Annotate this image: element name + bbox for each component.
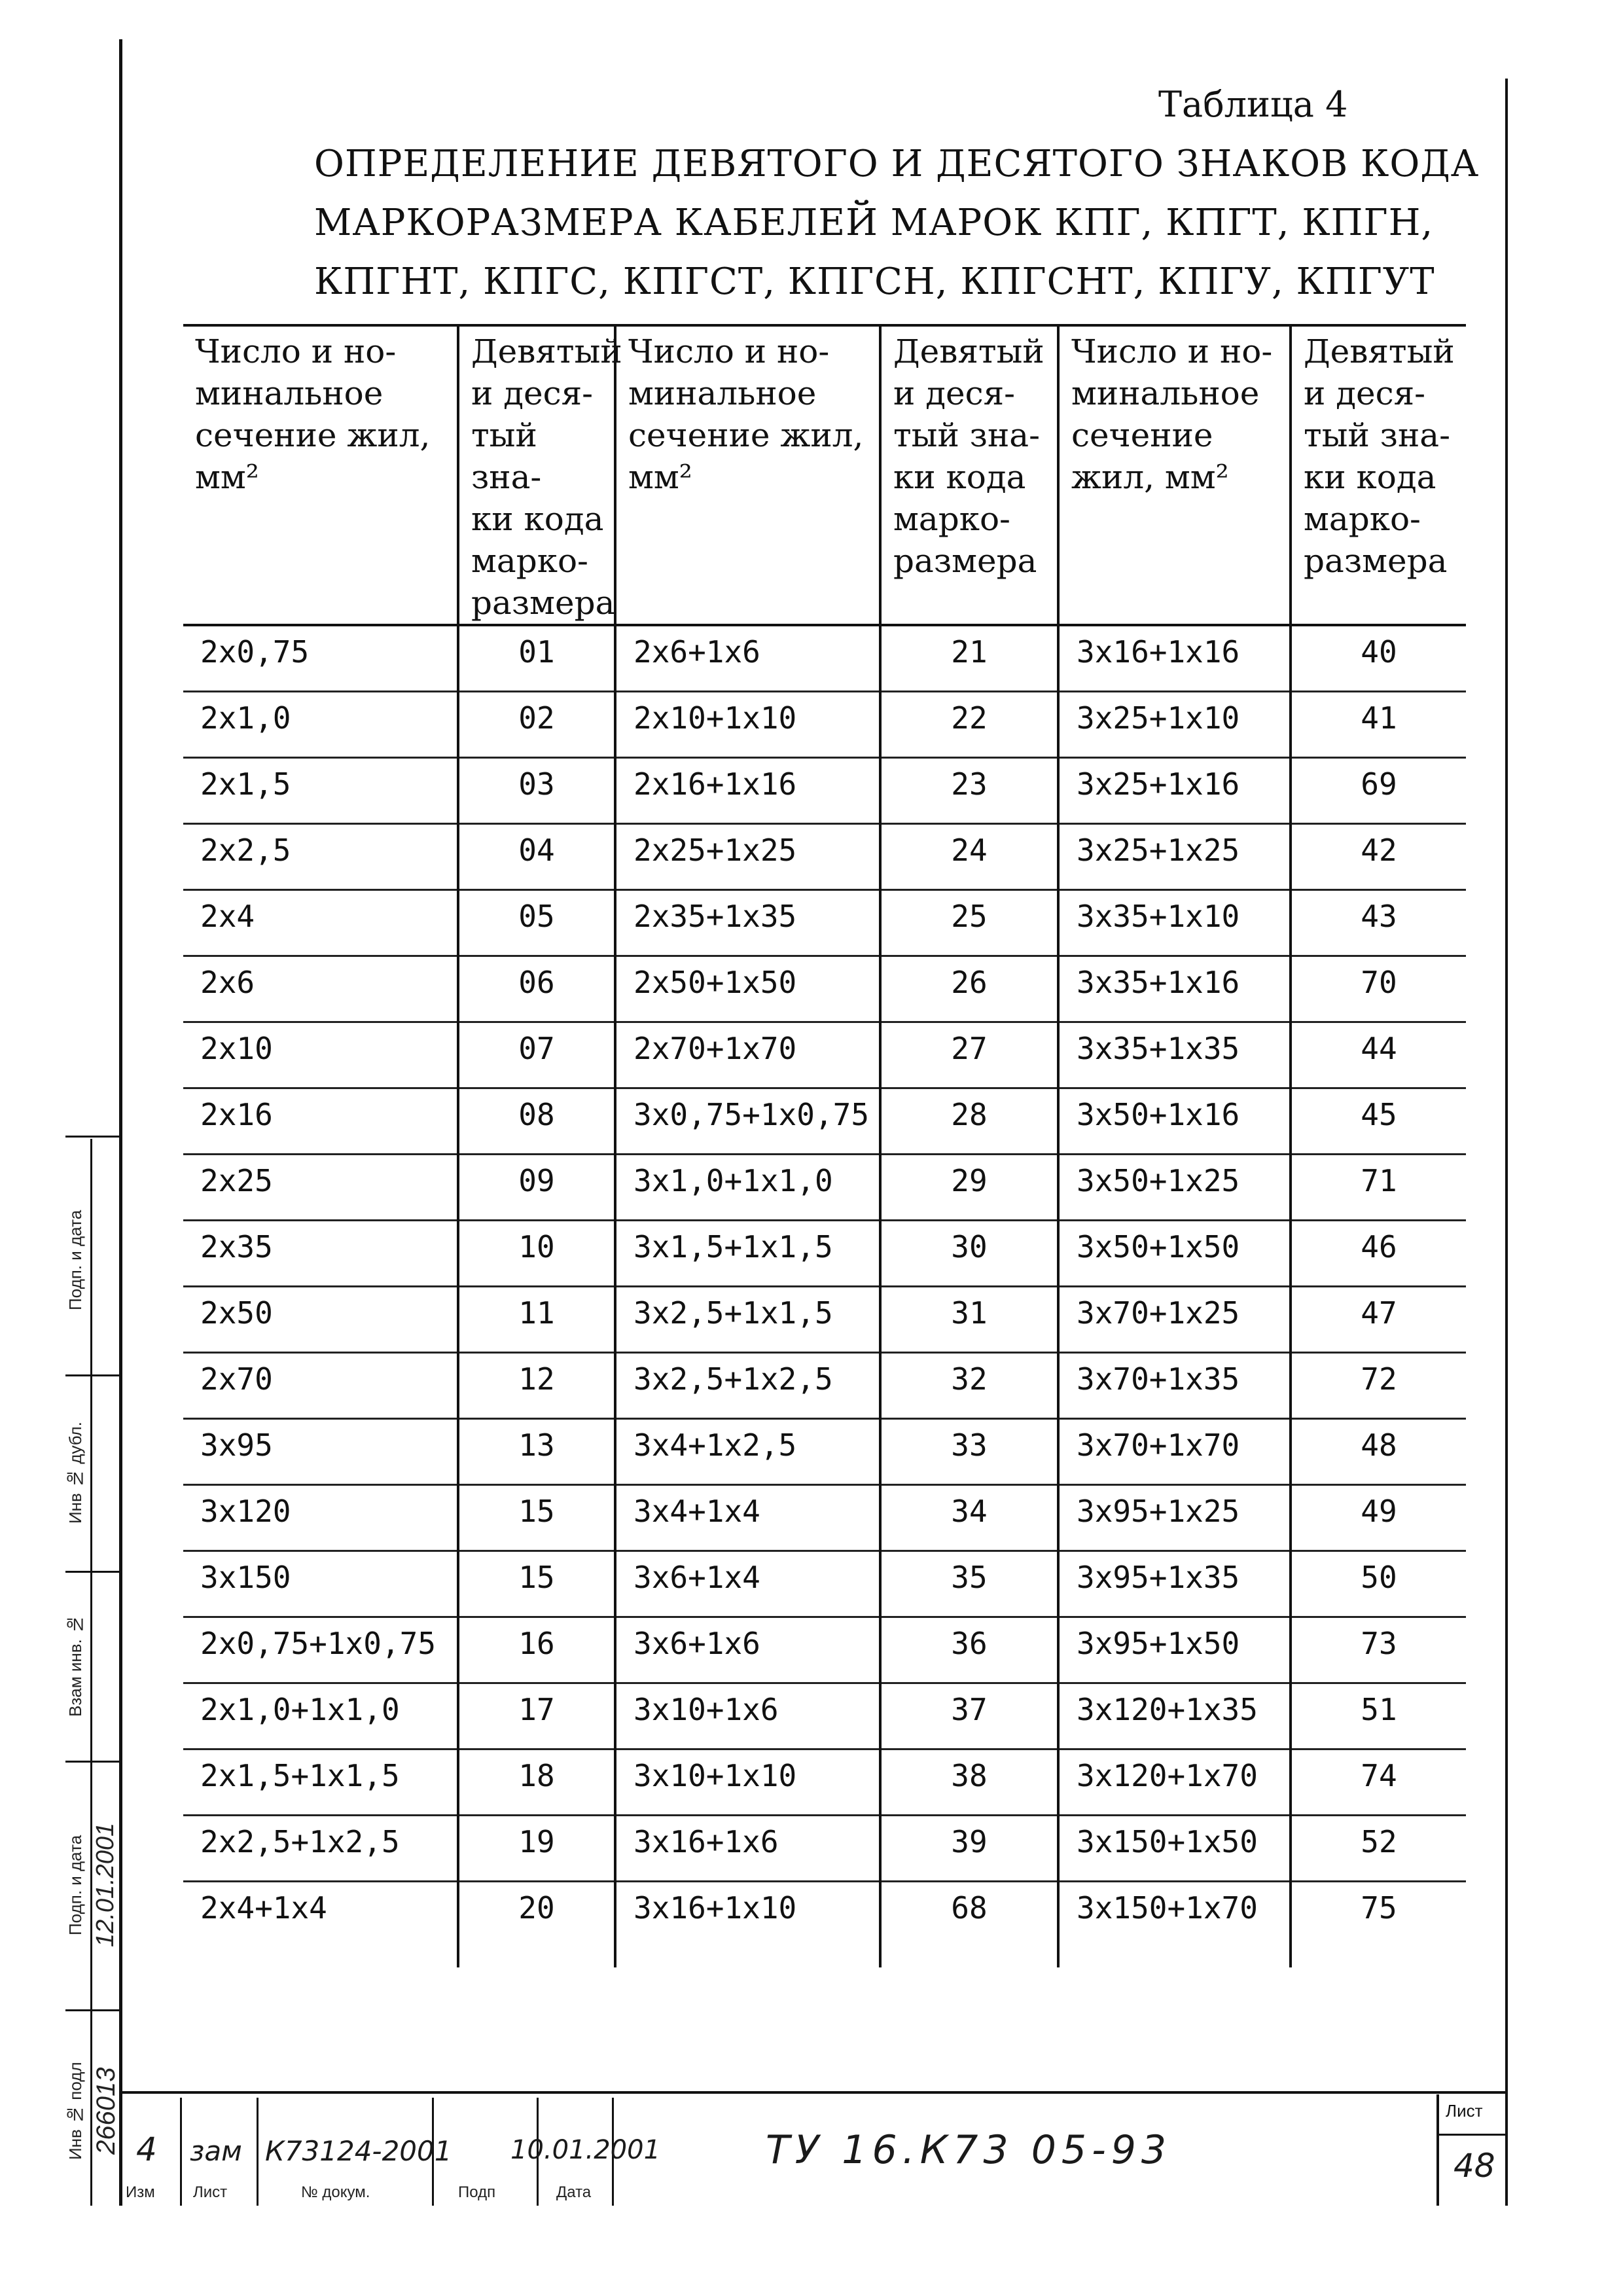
cross-section-cell: 3х2,5+1х1,5 — [615, 1287, 880, 1353]
code-cell: 06 — [458, 956, 615, 1022]
table-row — [183, 1485, 1466, 1551]
cross-section-cell: 3х2,5+1х2,5 — [615, 1353, 880, 1419]
table-row — [183, 1287, 1466, 1353]
code-cell: 51 — [1291, 1683, 1466, 1749]
cross-section-cell: 3х95 — [183, 1419, 458, 1485]
header-cell: Число и но- минальное сечение жил, мм² — [183, 325, 458, 625]
sheet-number-box — [1436, 2094, 1508, 2206]
table-title-line-1: ОПРЕДЕЛЕНИЕ ДЕВЯТОГО И ДЕСЯТОГО ЗНАКОВ КОДА — [314, 143, 1480, 185]
code-cell: 30 — [880, 1221, 1058, 1287]
cross-section-cell: 3х25+1х16 — [1058, 758, 1291, 824]
table-title-line-3: КПГНТ, КПГС, КПГСТ, КПГСН, КПГСНТ, КПГУ, КПГУТ — [314, 260, 1435, 303]
code-cell: 18 — [458, 1749, 615, 1816]
cross-section-cell: 2х50 — [183, 1287, 458, 1353]
code-cell: 21 — [880, 625, 1058, 692]
code-cell: 50 — [1291, 1551, 1466, 1617]
header-cell: Число и но- минальное сечение жил, мм² — [615, 325, 880, 625]
cross-section-cell: 3х25+1х25 — [1058, 824, 1291, 890]
code-cell: 16 — [458, 1617, 615, 1683]
cross-section-cell: 3х1,5+1х1,5 — [615, 1221, 880, 1287]
cross-section-cell: 2х50+1х50 — [615, 956, 880, 1022]
title-block-izm-value: 4 — [136, 2130, 157, 2168]
right-frame-line — [1505, 79, 1508, 2206]
stamp-divider — [65, 1571, 119, 1573]
table-row — [183, 1353, 1466, 1419]
cross-section-cell: 2х10+1х10 — [615, 692, 880, 758]
code-cell: 32 — [880, 1353, 1058, 1419]
title-block-top-line — [122, 2091, 1505, 2094]
code-cell: 36 — [880, 1617, 1058, 1683]
code-cell: 31 — [880, 1287, 1058, 1353]
code-cell: 24 — [880, 824, 1058, 890]
stamp-vzam-inv: Взам инв. № — [65, 1615, 85, 1717]
code-cell: 43 — [1291, 890, 1466, 956]
stamp-divider — [65, 1136, 119, 1138]
cross-section-cell: 2х25 — [183, 1155, 458, 1221]
table-row — [183, 1617, 1466, 1683]
table-row — [183, 1749, 1466, 1816]
title-block-label-podp: Подп — [458, 2183, 496, 2201]
code-cell: 29 — [880, 1155, 1058, 1221]
cross-section-cell: 3х150+1х50 — [1058, 1816, 1291, 1882]
cross-section-cell: 2х10 — [183, 1022, 458, 1088]
code-cell: 13 — [458, 1419, 615, 1485]
cross-section-cell: 3х70+1х70 — [1058, 1419, 1291, 1485]
code-cell: 41 — [1291, 692, 1466, 758]
code-cell: 04 — [458, 824, 615, 890]
table-row — [183, 1022, 1466, 1088]
cross-section-cell: 3х70+1х25 — [1058, 1287, 1291, 1353]
code-cell: 25 — [880, 890, 1058, 956]
code-cell: 46 — [1291, 1221, 1466, 1287]
cross-section-cell: 3х35+1х35 — [1058, 1022, 1291, 1088]
header-cell: Девятый и деся- тый зна- ки кода марко- размера — [1291, 325, 1466, 625]
cross-section-cell: 3х6+1х4 — [615, 1551, 880, 1617]
stamp-podp-data: Подп. и дата — [65, 1835, 85, 1935]
sheet-number: 48 — [1454, 2147, 1495, 2185]
table-row — [183, 890, 1466, 956]
header-cell: Девятый и деся- тый зна- ки кода марко- размера — [880, 325, 1058, 625]
cross-section-cell: 3х95+1х25 — [1058, 1485, 1291, 1551]
cross-section-cell: 3х16+1х16 — [1058, 625, 1291, 692]
cross-section-cell: 2х16 — [183, 1088, 458, 1155]
table-row — [183, 758, 1466, 824]
code-cell: 69 — [1291, 758, 1466, 824]
title-block-separator — [180, 2098, 182, 2206]
code-cell: 15 — [458, 1485, 615, 1551]
stamp-divider — [65, 1374, 119, 1376]
cross-section-cell: 2х70 — [183, 1353, 458, 1419]
cross-section-cell: 3х120+1х70 — [1058, 1749, 1291, 1816]
code-cell: 74 — [1291, 1749, 1466, 1816]
code-cell: 70 — [1291, 956, 1466, 1022]
cross-section-cell: 3х4+1х2,5 — [615, 1419, 880, 1485]
stamp-podp-data-top: Подп. и дата — [65, 1210, 85, 1310]
cross-section-cell: 2х1,0 — [183, 692, 458, 758]
cross-section-cell: 3х150 — [183, 1551, 458, 1617]
code-cell: 19 — [458, 1816, 615, 1882]
cross-section-cell: 2х1,0+1х1,0 — [183, 1683, 458, 1749]
stamp-podp-data-hand: 12.01.2001 — [92, 1822, 119, 1948]
table-row — [183, 1221, 1466, 1287]
code-cell: 09 — [458, 1155, 615, 1221]
code-cell: 17 — [458, 1683, 615, 1749]
cross-section-cell: 2х35+1х35 — [615, 890, 880, 956]
code-cell: 73 — [1291, 1617, 1466, 1683]
cross-section-cell: 3х150+1х70 — [1058, 1882, 1291, 1968]
table-row — [183, 1816, 1466, 1882]
cross-section-cell: 2х4+1х4 — [200, 1890, 327, 1926]
code-cell: 07 — [458, 1022, 615, 1088]
cross-section-cell: 3х95+1х35 — [1058, 1551, 1291, 1617]
cross-section-cell: 3х16+1х6 — [615, 1816, 880, 1882]
cross-section-cell: 3х50+1х50 — [1058, 1221, 1291, 1287]
header-cell: Число и но- минальное сечение жил, мм² — [1058, 325, 1291, 625]
code-cell: 28 — [880, 1088, 1058, 1155]
code-cell: 01 — [458, 625, 615, 692]
code-cell: 47 — [1291, 1287, 1466, 1353]
code-cell: 33 — [880, 1419, 1058, 1485]
cross-section-cell: 3х95+1х50 — [1058, 1617, 1291, 1683]
cross-section-cell: 2х25+1х25 — [615, 824, 880, 890]
stamp-divider — [65, 2009, 119, 2011]
code-cell: 68 — [880, 1882, 1058, 1968]
title-block-doc-no: К73124-2001 — [265, 2135, 452, 2167]
cross-section-cell: 2х0,75 — [183, 625, 458, 692]
code-cell: 75 — [1291, 1882, 1466, 1968]
code-cell: 03 — [458, 758, 615, 824]
code-cell: 52 — [1291, 1816, 1466, 1882]
code-cell: 35 — [880, 1551, 1058, 1617]
code-table — [183, 324, 1466, 1967]
cross-section-cell: 2х16+1х16 — [615, 758, 880, 824]
cross-section-cell: 2х4 — [183, 890, 458, 956]
code-cell: 49 — [1291, 1485, 1466, 1551]
title-block-separator — [257, 2098, 259, 2206]
code-cell: 20 — [458, 1882, 615, 1968]
code-cell: 26 — [880, 956, 1058, 1022]
cross-section-cell: 3х1,0+1х1,0 — [615, 1155, 880, 1221]
code-cell: 72 — [1291, 1353, 1466, 1419]
stamp-inv-dubl: Инв № дубл. — [65, 1422, 85, 1524]
cross-section-cell: 3х120+1х35 — [1058, 1683, 1291, 1749]
cross-section-cell: 3х4+1х4 — [615, 1485, 880, 1551]
table-row — [183, 956, 1466, 1022]
code-cell: 48 — [1291, 1419, 1466, 1485]
table-number-label: Таблица 4 — [1158, 84, 1348, 125]
table-title-line-2: МАРКОРАЗМЕРА КАБЕЛЕЙ МАРОК КПГ, КПГТ, КПГН, — [314, 202, 1434, 244]
cross-section-cell: 3х35+1х10 — [1058, 890, 1291, 956]
table-row — [183, 625, 1466, 692]
sheet-label: Лист — [1446, 2101, 1483, 2121]
table-row — [183, 1551, 1466, 1617]
code-cell: 10 — [458, 1221, 615, 1287]
code-cell: 45 — [1291, 1088, 1466, 1155]
code-cell: 42 — [1291, 824, 1466, 890]
cross-section-cell: 3х35+1х16 — [1058, 956, 1291, 1022]
code-cell: 71 — [1291, 1155, 1466, 1221]
cross-section-cell: 2х6 — [183, 956, 458, 1022]
title-block-label-list: Лист — [193, 2183, 228, 2201]
cross-section-cell: 3х10+1х10 — [615, 1749, 880, 1816]
cross-section-cell: 3х120 — [183, 1485, 458, 1551]
cross-section-cell: 2х2,5 — [183, 824, 458, 890]
code-cell: 44 — [1291, 1022, 1466, 1088]
table-body — [183, 625, 1466, 1967]
title-block-list-value: зам — [190, 2135, 242, 2167]
cross-section-cell: 2х1,5 — [183, 758, 458, 824]
document-code: ТУ 16.К73 05-93 — [766, 2127, 1172, 2173]
cross-section-cell: 2х6+1х6 — [615, 625, 880, 692]
cross-section-cell: 3х10+1х6 — [615, 1683, 880, 1749]
title-block-label-date: Дата — [556, 2183, 592, 2201]
stamp-inv-podl-hand: 266013 — [92, 2067, 120, 2155]
stamp-divider — [65, 1761, 119, 1763]
title-block-label-doc: № докум. — [301, 2183, 370, 2201]
table-row — [183, 1155, 1466, 1221]
code-cell: 23 — [880, 758, 1058, 824]
cross-section-cell: 3х6+1х6 — [615, 1617, 880, 1683]
cross-section-cell: 3х70+1х35 — [1058, 1353, 1291, 1419]
table-row — [183, 824, 1466, 890]
table-row — [183, 1088, 1466, 1155]
cross-section-cell: 2х1,5+1х1,5 — [183, 1749, 458, 1816]
cross-section-cell: 2х35 — [183, 1221, 458, 1287]
code-cell: 27 — [880, 1022, 1058, 1088]
cross-section-cell: 2х2,5+1х2,5 — [183, 1816, 458, 1882]
code-cell: 37 — [880, 1683, 1058, 1749]
title-block-date: 10.01.2001 — [510, 2135, 661, 2165]
code-cell: 22 — [880, 692, 1058, 758]
code-cell: 02 — [458, 692, 615, 758]
table-row — [183, 1882, 1466, 1968]
title-block-label-izm: Изм — [126, 2183, 155, 2201]
header-cell: Девятый и деся- тый зна- ки кода марко- размера — [458, 325, 615, 625]
code-cell: 40 — [1291, 625, 1466, 692]
code-cell: 08 — [458, 1088, 615, 1155]
table-row — [183, 692, 1466, 758]
cross-section-cell: 3х16+1х10 — [615, 1882, 880, 1968]
cross-section-cell: 2х70+1х70 — [615, 1022, 880, 1088]
code-cell: 38 — [880, 1749, 1058, 1816]
cross-section-cell: 3х50+1х25 — [1058, 1155, 1291, 1221]
code-cell: 12 — [458, 1353, 615, 1419]
table-row — [183, 1683, 1466, 1749]
cross-section-cell: 3х25+1х10 — [1058, 692, 1291, 758]
stamp-inv-podl: Инв № подл — [65, 2062, 85, 2160]
code-cell: 15 — [458, 1551, 615, 1617]
code-cell: 34 — [880, 1485, 1058, 1551]
code-cell: 39 — [880, 1816, 1058, 1882]
table-header-row — [183, 325, 1466, 625]
code-cell: 05 — [458, 890, 615, 956]
cross-section-cell: 3х50+1х16 — [1058, 1088, 1291, 1155]
cross-section-cell: 2х0,75+1х0,75 — [183, 1617, 458, 1683]
table-row — [183, 1419, 1466, 1485]
code-cell: 11 — [458, 1287, 615, 1353]
cross-section-cell: 3х0,75+1х0,75 — [615, 1088, 880, 1155]
